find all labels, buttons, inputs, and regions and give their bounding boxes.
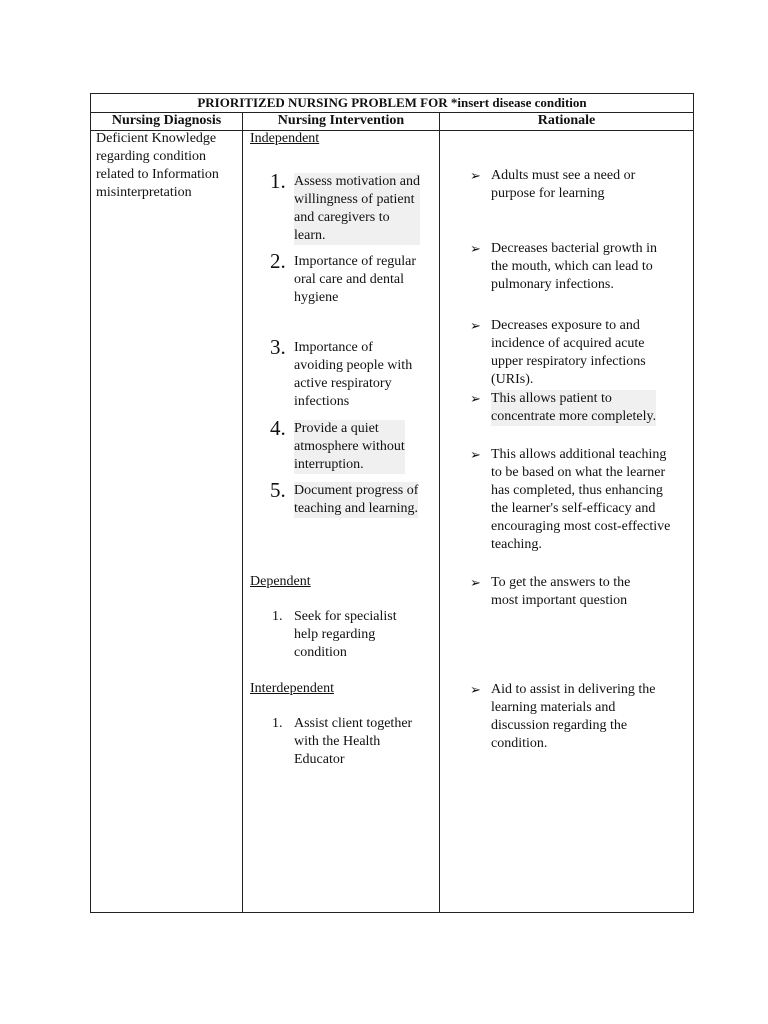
- independent-item-text: Provide a quiet atmosphere without interruption.: [294, 421, 405, 472]
- arrow-bullet-icon: ➢: [470, 447, 481, 462]
- arrow-bullet-icon: ➢: [470, 318, 481, 333]
- independent-item-text: Assess motivation and willingness of patient and caregivers to learn.: [294, 174, 420, 243]
- arrow-bullet-icon: ➢: [470, 575, 481, 590]
- independent-item-number: 2.: [270, 249, 286, 273]
- header-rationale: Rationale: [537, 113, 596, 128]
- arrow-bullet-icon: ➢: [470, 241, 481, 256]
- interdependent-item-text: Assist client together with the Health Educator: [294, 716, 413, 767]
- rationale-text: Decreases bacterial growth in the mouth, which can lead to pulmonary infections.: [491, 241, 657, 292]
- independent-item-number: 4.: [270, 416, 286, 440]
- independent-item-number: 1.: [270, 169, 286, 193]
- diagnosis-text: Deficient Knowledge regarding condition related to Information misinterpretation: [96, 131, 219, 200]
- interdependent-item-number: 1.: [272, 716, 283, 731]
- rationale-text: Aid to assist in delivering the learning materials and discussion regarding the condition.: [491, 682, 656, 751]
- arrow-bullet-icon: ➢: [470, 682, 481, 697]
- table-title: PRIORITIZED NURSING PROBLEM FOR *insert disease condition: [91, 94, 693, 113]
- header-nursing-diagnosis: Nursing Diagnosis: [111, 113, 222, 128]
- independent-item-text: Importance of regular oral care and dental hygiene: [294, 254, 417, 305]
- independent-item-number: 3.: [270, 335, 286, 359]
- section-dependent: Dependent: [250, 574, 311, 589]
- rationale-text: Adults must see a need or purpose for learning: [491, 168, 636, 201]
- arrow-bullet-icon: ➢: [470, 168, 481, 183]
- rationale-text: To get the answers to the most important question: [491, 575, 631, 608]
- rationale-text: This allows additional teaching to be based on what the learner has completed, thus enhancing the learner's self-efficacy and encouraging most cost-effective teaching.: [491, 447, 671, 552]
- rationale-text: Decreases exposure to and incidence of acquired acute upper respiratory infections (URIs).: [491, 318, 646, 387]
- column-divider-1: [242, 113, 243, 912]
- dependent-item-text: Seek for specialist help regarding condition: [294, 609, 397, 660]
- independent-item-text: Document progress of teaching and learning.: [294, 483, 419, 516]
- arrow-bullet-icon: ➢: [470, 391, 481, 406]
- section-independent: Independent: [250, 131, 320, 146]
- column-divider-2: [439, 113, 440, 912]
- rationale-text: This allows patient to concentrate more completely.: [491, 391, 657, 424]
- independent-item-number: 5.: [270, 478, 286, 502]
- dependent-item-number: 1.: [272, 609, 283, 624]
- independent-item-text: Importance of avoiding people with active respiratory infections: [294, 340, 413, 409]
- section-interdependent: Interdependent: [250, 681, 334, 696]
- header-nursing-intervention: Nursing Intervention: [277, 113, 405, 128]
